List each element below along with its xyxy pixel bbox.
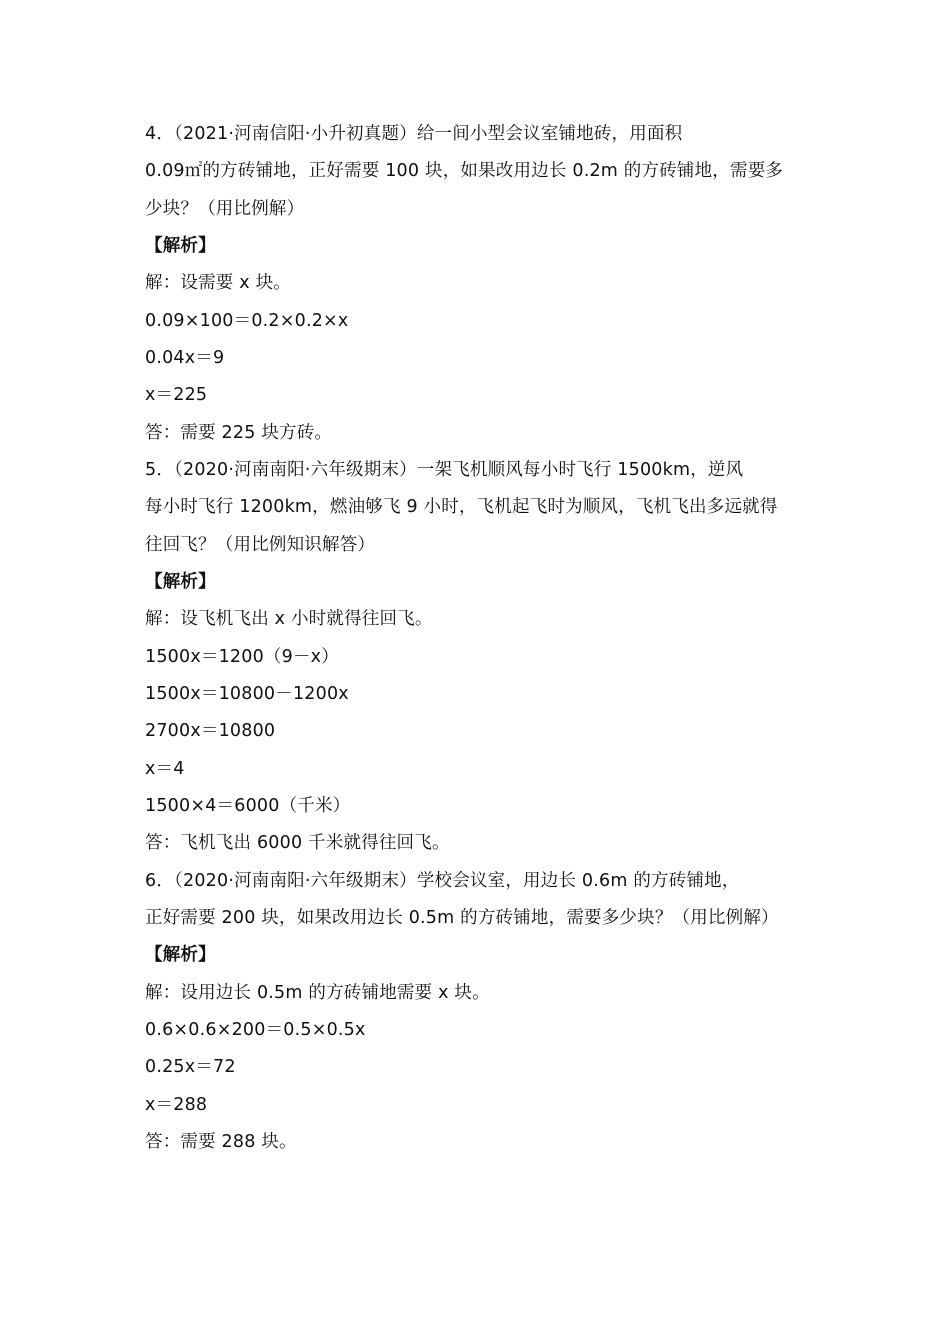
- problem-6-question-line-2: 正好需要 200 块，如果改用边长 0.5m 的方砖铺地，需要多少块？（用比例解）: [145, 908, 779, 928]
- problem-4-question-line-2: 0.09㎡的方砖铺地，正好需要 100 块，如果改用边长 0.2m 的方砖铺地，需要多: [145, 161, 784, 181]
- problem-4-question-line-3: 少块？（用比例解）: [145, 199, 305, 219]
- problem-4-solution-line-1: 解：设需要 x 块。: [145, 273, 291, 293]
- problem-4-solution-line-5: 答：需要 225 块方砖。: [145, 423, 333, 443]
- problem-5-question-line-3: 往回飞？（用比例知识解答）: [145, 535, 376, 555]
- problem-5-solution-line-1: 解：设飞机飞出 x 小时就得往回飞。: [145, 609, 433, 629]
- problem-4-analysis-label: 【解析】: [145, 236, 216, 256]
- problem-6-solution-line-2: 0.6×0.6×200＝0.5×0.5x: [145, 1020, 366, 1040]
- problem-5-analysis-label: 【解析】: [145, 572, 216, 592]
- problem-5-solution-line-3: 1500x＝10800－1200x: [145, 684, 349, 704]
- problem-6-solution-line-5: 答：需要 288 块。: [145, 1132, 297, 1152]
- problem-6-solution-line-3: 0.25x＝72: [145, 1057, 236, 1077]
- problem-6-solution-line-1: 解：设用边长 0.5m 的方砖铺地需要 x 块。: [145, 983, 490, 1003]
- problem-5-solution-line-2: 1500x＝1200（9－x）: [145, 647, 339, 667]
- problem-5-solution-line-4: 2700x＝10800: [145, 721, 276, 741]
- problem-5-question-line-1: 5．（2020·河南南阳·六年级期末）一架飞机顺风每小时飞行 1500km，逆风: [145, 460, 744, 480]
- problem-5-question-line-2: 每小时飞行 1200km，燃油够飞 9 小时，飞机起飞时为顺风，飞机飞出多远就得: [145, 497, 778, 517]
- problem-5-solution-line-7: 答：飞机飞出 6000 千米就得往回飞。: [145, 833, 450, 853]
- problem-6-question-line-1: 6．（2020·河南南阳·六年级期末）学校会议室，用边长 0.6m 的方砖铺地，: [145, 871, 740, 891]
- problem-6-analysis-label: 【解析】: [145, 945, 216, 965]
- problem-4-solution-line-3: 0.04x＝9: [145, 348, 225, 368]
- problem-5-solution-line-5: x＝4: [145, 759, 185, 779]
- problem-5-solution-line-6: 1500×4＝6000（千米）: [145, 796, 351, 816]
- problem-4-question-line-1: 4．（2021·河南信阳·小升初真题）给一间小型会议室铺地砖，用面积: [145, 124, 683, 144]
- problem-4-solution-line-4: x＝225: [145, 385, 208, 405]
- problem-4-solution-line-2: 0.09×100＝0.2×0.2×x: [145, 311, 349, 331]
- problem-6-solution-line-4: x＝288: [145, 1095, 208, 1115]
